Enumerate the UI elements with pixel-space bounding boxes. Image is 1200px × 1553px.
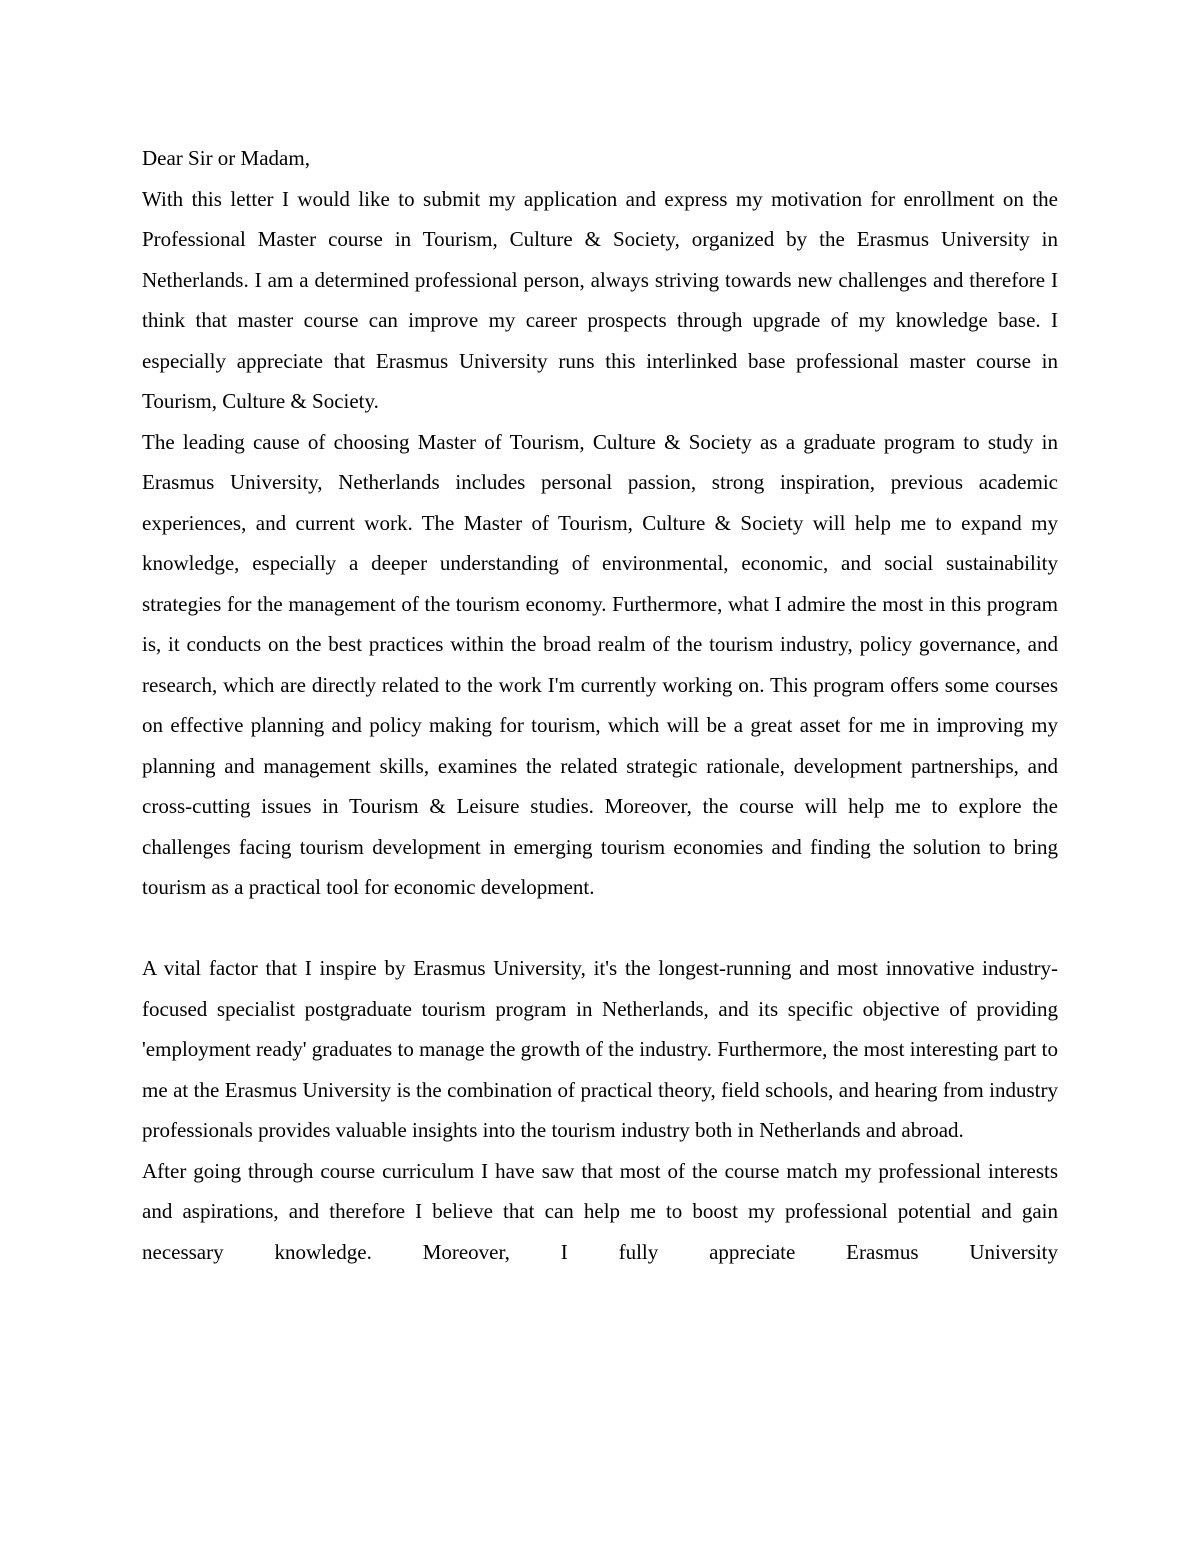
paragraph-motivation: The leading cause of choosing Master of Tourism, Culture & Society as a graduate program to study in Erasmus University, Netherlands includes personal passion, strong inspiration, previous academic experiences, and current work. The Master of Tourism, Culture & Society will help me to expand my knowledge, especially a deeper understanding of environmental, economic, and social sustainability strategies for the management of the tourism economy. Furthermore, what I admire the most in this program is, it conducts on the best practices within the broad realm of the tourism industry, policy governance, and research, which are directly related to the work I'm currently working on. This program offers some courses on effective planning and policy making for tourism, which will be a great asset for me in improving my planning and management skills, examines the related strategic rationale, development partnerships, and cross-cutting issues in Tourism & Leisure studies. Moreover, the course will help me to explore the challenges facing tourism development in emerging tourism economies and finding the solution to bring tourism as a practical tool for economic development.	[142, 429, 1058, 899]
paragraph-intro: With this letter I would like to submit my application and express my motivation for enrollment on the Professional Master course in Tourism, Culture & Society, organized by the Erasmus University in Netherlands. I am a determined professional person, always striving towards new challenges and therefore I think that master course can improve my career prospects through upgrade of my knowledge base. I especially appreciate that Erasmus University runs this interlinked base professional master course in Tourism, Culture & Society.	[142, 186, 1058, 413]
salutation: Dear Sir or Madam,	[142, 146, 310, 170]
paragraph-curriculum: After going through course curriculum I have saw that most of the course match my professional interests and aspirations, and therefore I believe that can help me to boost my professional potential and gain necessary knowledge. Moreover, I fully appreciate Erasmus University	[142, 1158, 1058, 1264]
paragraph-spacer	[142, 908, 1058, 949]
letter-body	[142, 138, 1058, 1272]
paragraph-vital-factor: A vital factor that I inspire by Erasmus University, it's the longest-running and most innovative industry-focused specialist postgraduate tourism program in Netherlands, and its specific objective of providing 'employment ready' graduates to manage the growth of the industry. Furthermore, the most interesting part to me at the Erasmus University is the combination of practical theory, field schools, and hearing from industry professionals provides valuable insights into the tourism industry both in Netherlands and abroad.	[142, 956, 1058, 1142]
